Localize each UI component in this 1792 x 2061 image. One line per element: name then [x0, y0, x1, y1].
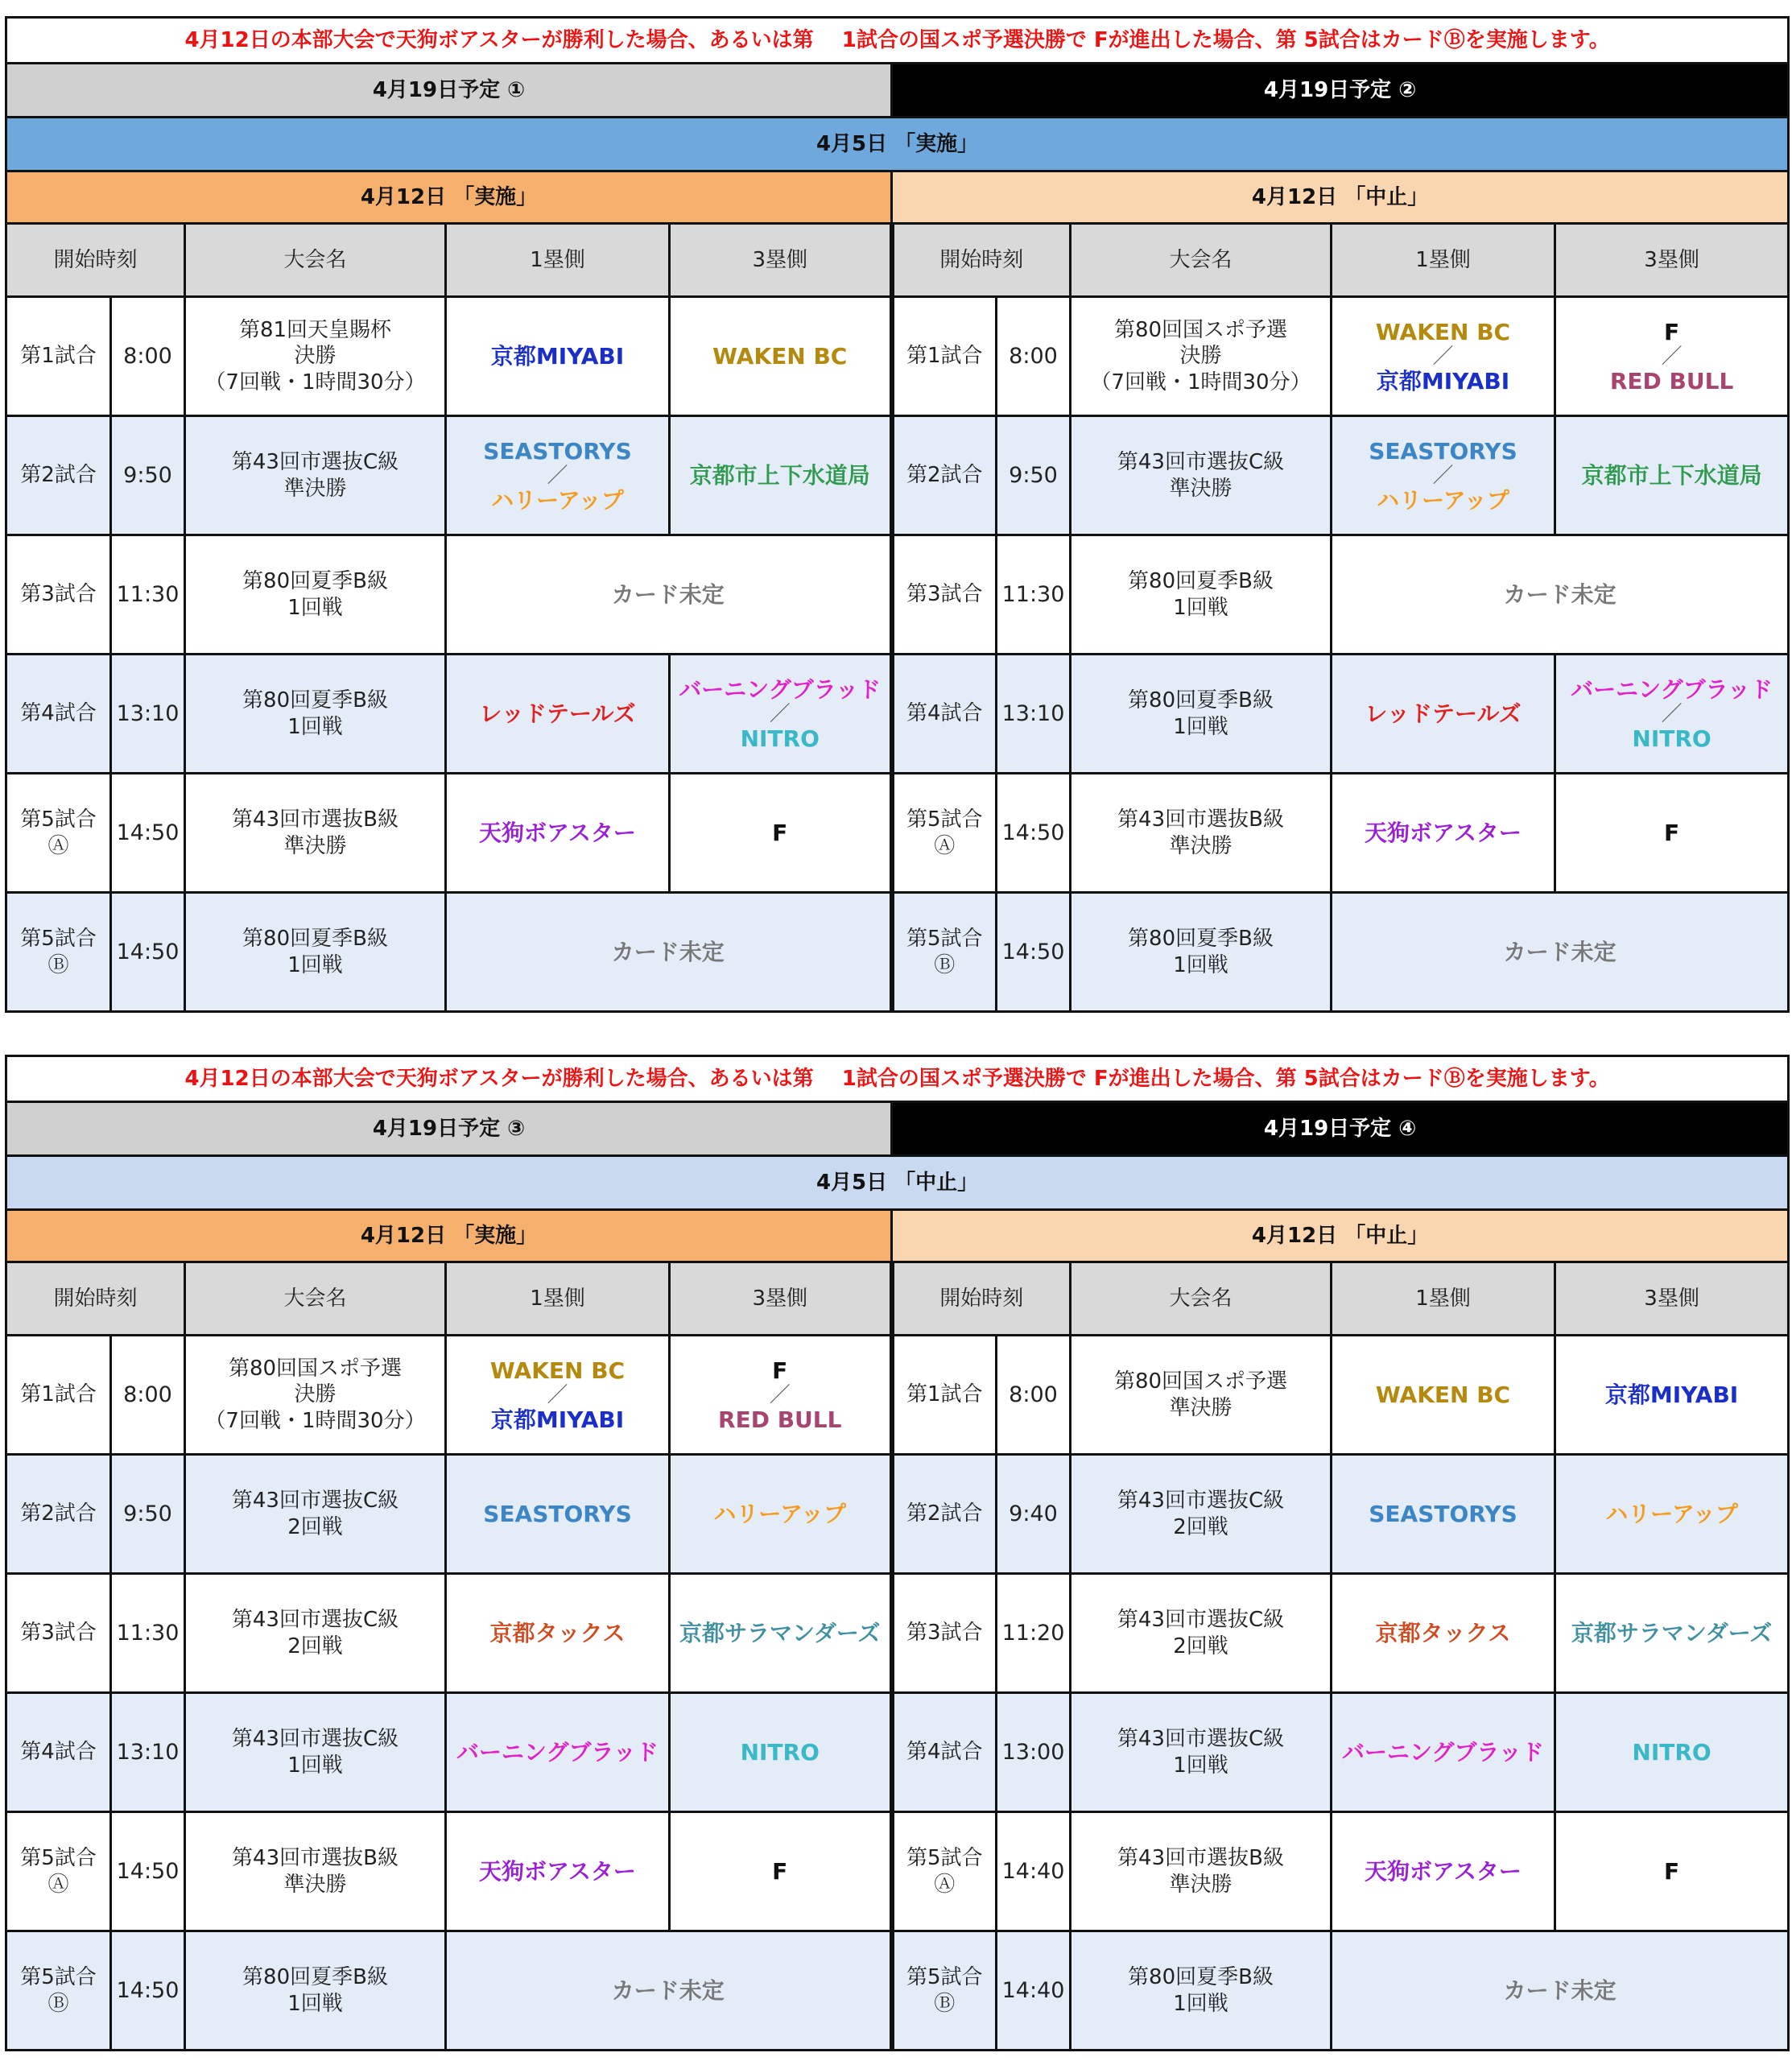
- tournament-name: 第43回市選抜B級 準決勝: [1071, 774, 1332, 893]
- tournament-name: 第81回天皇賜杯 決勝 （7回戦・1時間30分）: [185, 297, 446, 416]
- apr12-status-left: 4月12日 「実施」: [6, 171, 892, 224]
- table-row: [6, 774, 1789, 893]
- game-label: 第3試合: [892, 1574, 997, 1693]
- game-label: 第5試合 Ⓑ: [6, 1931, 111, 2051]
- third-base-team: F ／ RED BULL: [670, 1336, 892, 1455]
- col-header-third-base: 3塁側: [670, 224, 892, 297]
- first-base-team: SEASTORYS ／ ハリーアップ: [446, 416, 670, 535]
- col-header-first-base: 1塁側: [1332, 224, 1555, 297]
- col-header-start: 開始時刻: [6, 224, 185, 297]
- tournament-name: 第80回夏季B級 1回戦: [185, 1931, 446, 2051]
- undecided-card: カード未定: [446, 535, 892, 655]
- start-time: 14:50: [111, 774, 185, 893]
- tournament-name: 第43回市選抜C級 2回戦: [185, 1574, 446, 1693]
- game-label: 第4試合: [892, 655, 997, 774]
- first-base-team: SEASTORYS: [446, 1455, 670, 1574]
- tournament-name: 第80回夏季B級 1回戦: [1071, 655, 1332, 774]
- game-label: 第5試合 Ⓑ: [892, 1931, 997, 2051]
- first-base-team: 天狗ボアスター: [1332, 1812, 1555, 1931]
- table-row: [6, 1455, 1789, 1574]
- schedule-block-1: [5, 16, 1787, 1013]
- first-base-team: 天狗ボアスター: [1332, 774, 1555, 893]
- start-time: 11:30: [111, 535, 185, 655]
- first-base-team: バーニングブラッド: [1332, 1693, 1555, 1812]
- first-base-team: WAKEN BC: [1332, 1336, 1555, 1455]
- apr12-status-left: 4月12日 「実施」: [6, 1210, 892, 1262]
- tournament-name: 第43回市選抜C級 2回戦: [185, 1455, 446, 1574]
- game-label: 第3試合: [6, 535, 111, 655]
- apr5-status: 4月5日 「実施」: [6, 118, 1789, 171]
- game-label: 第1試合: [892, 1336, 997, 1455]
- table-row: [6, 1336, 1789, 1455]
- start-time: 13:10: [997, 655, 1071, 774]
- start-time: 14:40: [997, 1931, 1071, 2051]
- col-header-tournament: 大会名: [1071, 224, 1332, 297]
- start-time: 11:20: [997, 1574, 1071, 1693]
- table-row: [6, 1693, 1789, 1812]
- notice-text: 4月12日の本部大会で天狗ボアスターが勝利した場合、あるいは第 1試合の国スポ予選決勝で Fが進出した場合、第 5試合はカードⒷを実施します。: [6, 18, 1789, 64]
- third-base-team: バーニングブラッド ／ NITRO: [670, 655, 892, 774]
- game-label: 第1試合: [892, 297, 997, 416]
- third-base-team: 京都MIYABI: [1555, 1336, 1789, 1455]
- table-row: [6, 655, 1789, 774]
- start-time: 13:00: [997, 1693, 1071, 1812]
- game-label: 第5試合 Ⓑ: [892, 893, 997, 1012]
- schedule-block-2: [5, 1055, 1787, 2051]
- tournament-name: 第80回夏季B級 1回戦: [185, 893, 446, 1012]
- third-base-team: NITRO: [1555, 1693, 1789, 1812]
- tournament-name: 第80回夏季B級 1回戦: [185, 535, 446, 655]
- first-base-team: WAKEN BC ／ 京都MIYABI: [1332, 297, 1555, 416]
- first-base-team: レッドテールズ: [446, 655, 670, 774]
- third-base-team: 京都市上下水道局: [1555, 416, 1789, 535]
- col-header-first-base: 1塁側: [446, 1262, 670, 1336]
- game-label: 第3試合: [892, 535, 997, 655]
- third-base-team: ハリーアップ: [1555, 1455, 1789, 1574]
- tournament-name: 第43回市選抜C級 1回戦: [185, 1693, 446, 1812]
- tournament-name: 第43回市選抜C級 1回戦: [1071, 1693, 1332, 1812]
- start-time: 8:00: [997, 1336, 1071, 1455]
- plan-header-1: 4月19日予定 ①: [6, 64, 892, 118]
- start-time: 14:50: [997, 774, 1071, 893]
- plan-header-3: 4月19日予定 ③: [6, 1102, 892, 1156]
- plan-header-2: 4月19日予定 ②: [892, 64, 1789, 118]
- third-base-team: バーニングブラッド ／ NITRO: [1555, 655, 1789, 774]
- game-label: 第4試合: [6, 1693, 111, 1812]
- tournament-name: 第43回市選抜C級 2回戦: [1071, 1455, 1332, 1574]
- game-label: 第5試合 Ⓐ: [892, 1812, 997, 1931]
- start-time: 14:50: [111, 1931, 185, 2051]
- start-time: 9:40: [997, 1455, 1071, 1574]
- first-base-team: バーニングブラッド: [446, 1693, 670, 1812]
- undecided-card: カード未定: [446, 893, 892, 1012]
- undecided-card: カード未定: [1332, 893, 1789, 1012]
- table-row: [6, 297, 1789, 416]
- third-base-team: F: [670, 1812, 892, 1931]
- undecided-card: カード未定: [1332, 535, 1789, 655]
- game-label: 第1試合: [6, 1336, 111, 1455]
- tournament-name: 第43回市選抜C級 準決勝: [1071, 416, 1332, 535]
- tournament-name: 第80回夏季B級 1回戦: [1071, 1931, 1332, 2051]
- game-label: 第3試合: [6, 1574, 111, 1693]
- first-base-team: 天狗ボアスター: [446, 1812, 670, 1931]
- first-base-team: 京都タックス: [446, 1574, 670, 1693]
- plan-header-4: 4月19日予定 ④: [892, 1102, 1789, 1156]
- game-label: 第2試合: [6, 1455, 111, 1574]
- tournament-name: 第80回国スポ予選 準決勝: [1071, 1336, 1332, 1455]
- game-label: 第2試合: [892, 416, 997, 535]
- third-base-team: F: [670, 774, 892, 893]
- tournament-name: 第43回市選抜B級 準決勝: [185, 774, 446, 893]
- game-label: 第1試合: [6, 297, 111, 416]
- start-time: 14:50: [997, 893, 1071, 1012]
- third-base-team: NITRO: [670, 1693, 892, 1812]
- schedule-table-2: [5, 1055, 1790, 2051]
- tournament-name: 第80回国スポ予選 決勝 （7回戦・1時間30分）: [185, 1336, 446, 1455]
- tournament-name: 第43回市選抜B級 準決勝: [1071, 1812, 1332, 1931]
- col-header-third-base: 3塁側: [670, 1262, 892, 1336]
- first-base-team: 京都MIYABI: [446, 297, 670, 416]
- col-header-third-base: 3塁側: [1555, 1262, 1789, 1336]
- apr12-status-right: 4月12日 「中止」: [892, 171, 1789, 224]
- table-row: [6, 1574, 1789, 1693]
- first-base-team: SEASTORYS ／ ハリーアップ: [1332, 416, 1555, 535]
- third-base-team: WAKEN BC: [670, 297, 892, 416]
- start-time: 13:10: [111, 1693, 185, 1812]
- start-time: 14:40: [997, 1812, 1071, 1931]
- tournament-name: 第80回夏季B級 1回戦: [1071, 893, 1332, 1012]
- start-time: 9:50: [111, 1455, 185, 1574]
- tournament-name: 第80回夏季B級 1回戦: [1071, 535, 1332, 655]
- table-row: [6, 893, 1789, 1012]
- first-base-team: 天狗ボアスター: [446, 774, 670, 893]
- tournament-name: 第43回市選抜B級 準決勝: [185, 1812, 446, 1931]
- col-header-first-base: 1塁側: [1332, 1262, 1555, 1336]
- col-header-start: 開始時刻: [892, 224, 1071, 297]
- apr5-status: 4月5日 「中止」: [6, 1156, 1789, 1210]
- first-base-team: WAKEN BC ／ 京都MIYABI: [446, 1336, 670, 1455]
- start-time: 14:50: [111, 1812, 185, 1931]
- first-base-team: SEASTORYS: [1332, 1455, 1555, 1574]
- start-time: 8:00: [111, 1336, 185, 1455]
- undecided-card: カード未定: [1332, 1931, 1789, 2051]
- game-label: 第5試合 Ⓑ: [6, 893, 111, 1012]
- tournament-name: 第43回市選抜C級 2回戦: [1071, 1574, 1332, 1693]
- third-base-team: F: [1555, 1812, 1789, 1931]
- tournament-name: 第80回国スポ予選 決勝 （7回戦・1時間30分）: [1071, 297, 1332, 416]
- game-label: 第2試合: [892, 1455, 997, 1574]
- col-header-third-base: 3塁側: [1555, 224, 1789, 297]
- start-time: 14:50: [111, 893, 185, 1012]
- game-label: 第4試合: [892, 1693, 997, 1812]
- col-header-tournament: 大会名: [185, 1262, 446, 1336]
- game-label: 第5試合 Ⓐ: [6, 1812, 111, 1931]
- col-header-start: 開始時刻: [892, 1262, 1071, 1336]
- tournament-name: 第80回夏季B級 1回戦: [185, 655, 446, 774]
- start-time: 9:50: [997, 416, 1071, 535]
- start-time: 11:30: [997, 535, 1071, 655]
- game-label: 第5試合 Ⓐ: [6, 774, 111, 893]
- game-label: 第5試合 Ⓐ: [892, 774, 997, 893]
- table-row: [6, 1931, 1789, 2051]
- col-header-tournament: 大会名: [1071, 1262, 1332, 1336]
- start-time: 13:10: [111, 655, 185, 774]
- notice-text: 4月12日の本部大会で天狗ボアスターが勝利した場合、あるいは第 1試合の国スポ予選決勝で Fが進出した場合、第 5試合はカードⒷを実施します。: [6, 1056, 1789, 1102]
- third-base-team: F ／ RED BULL: [1555, 297, 1789, 416]
- schedule-table-1: [5, 16, 1790, 1013]
- table-row: [6, 1812, 1789, 1931]
- first-base-team: 京都タックス: [1332, 1574, 1555, 1693]
- third-base-team: 京都市上下水道局: [670, 416, 892, 535]
- table-row: [6, 416, 1789, 535]
- tournament-name: 第43回市選抜C級 準決勝: [185, 416, 446, 535]
- start-time: 8:00: [111, 297, 185, 416]
- third-base-team: F: [1555, 774, 1789, 893]
- third-base-team: 京都サラマンダーズ: [670, 1574, 892, 1693]
- start-time: 9:50: [111, 416, 185, 535]
- undecided-card: カード未定: [446, 1931, 892, 2051]
- apr12-status-right: 4月12日 「中止」: [892, 1210, 1789, 1262]
- start-time: 8:00: [997, 297, 1071, 416]
- game-label: 第2試合: [6, 416, 111, 535]
- start-time: 11:30: [111, 1574, 185, 1693]
- col-header-first-base: 1塁側: [446, 224, 670, 297]
- table-row: [6, 535, 1789, 655]
- third-base-team: 京都サラマンダーズ: [1555, 1574, 1789, 1693]
- first-base-team: レッドテールズ: [1332, 655, 1555, 774]
- third-base-team: ハリーアップ: [670, 1455, 892, 1574]
- game-label: 第4試合: [6, 655, 111, 774]
- col-header-tournament: 大会名: [185, 224, 446, 297]
- col-header-start: 開始時刻: [6, 1262, 185, 1336]
